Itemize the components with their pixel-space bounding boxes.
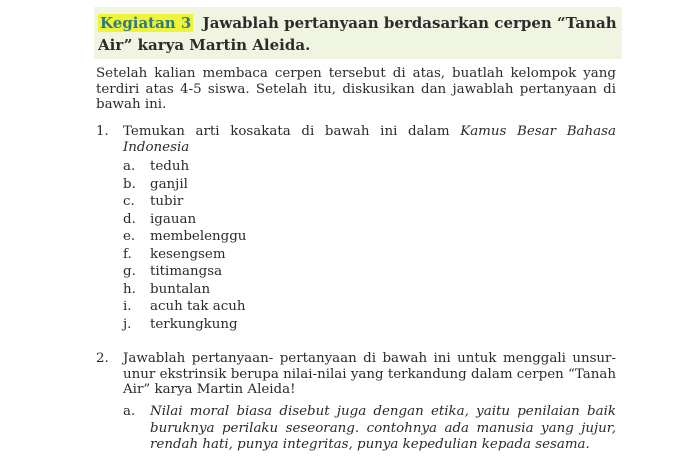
item-letter: a. [123,159,136,174]
list-item [123,281,246,299]
item-word: kesengsem [150,246,226,262]
item-word: tubir [150,194,184,209]
question-1-number: 1. [96,124,109,139]
item-word: ganjil [150,176,188,192]
item-letter: h. [123,281,136,297]
list-item [123,316,246,334]
list-item [123,211,246,229]
question-2-sub-a [123,404,616,454]
item-letter: i. [123,299,132,314]
list-item [123,176,246,194]
item-letter: d. [123,211,136,227]
item-word: membelenggu [150,229,247,244]
list-item [123,263,246,281]
item-word: titimangsa [150,264,223,279]
item-word: igauan [150,211,197,227]
list-item [123,158,246,176]
item-letter: f. [123,246,132,262]
intro-paragraph: Setelah kalian membaca cerpen tersebut di atas, buatlah kelompok yang terdiri atas 4-5 siswa. Setelah itu, diskusikan dan jawablah pertanyaan di bawah ini. [96,66,616,112]
sub-a-text: Nilai moral biasa disebut juga dengan etika, yaitu penilaian baik buruknya perilaku seseorang. contohnya ada manusia yang jujur, rendah hati, punya integritas, punya kepedulian kepada sesama. [150,404,616,452]
list-item [123,298,246,316]
question-2-text: Jawablah pertanyaan- pertanyaan di bawah ini untuk menggali unsur-unur ekstrinsik berupa nilai-nilai yang terkandung dalam cerpen “Tanah Air” karya Martin Aleida! [123,351,616,397]
activity-header [98,12,618,56]
item-word: buntalan [150,281,211,297]
item-word: terkungkung [150,316,238,332]
question-2-number: 2. [96,351,109,366]
item-letter: g. [123,264,136,279]
question-1-text-plain: Temukan arti kosakata di bawah ini dalam [123,124,461,139]
item-letter: c. [123,194,135,209]
activity-label: Kegiatan 3 [100,14,192,32]
item-letter: e. [123,229,136,244]
list-item [123,193,246,211]
activity-title: Jawablah pertanyaan berdasarkan cerpen “Tanah Air” karya Martin Aleida. [98,14,617,54]
sub-a-letter: a. [123,404,136,419]
question-1-text [123,124,616,155]
list-item [123,246,246,264]
item-letter: j. [123,316,132,332]
vocabulary-list [123,158,246,333]
item-letter: b. [123,176,136,192]
list-item [123,228,246,246]
item-word: acuh tak acuh [150,299,246,314]
question-1-text-italic: Kamus Besar Bahasa Indonesia [123,124,616,155]
item-word: teduh [150,159,190,174]
